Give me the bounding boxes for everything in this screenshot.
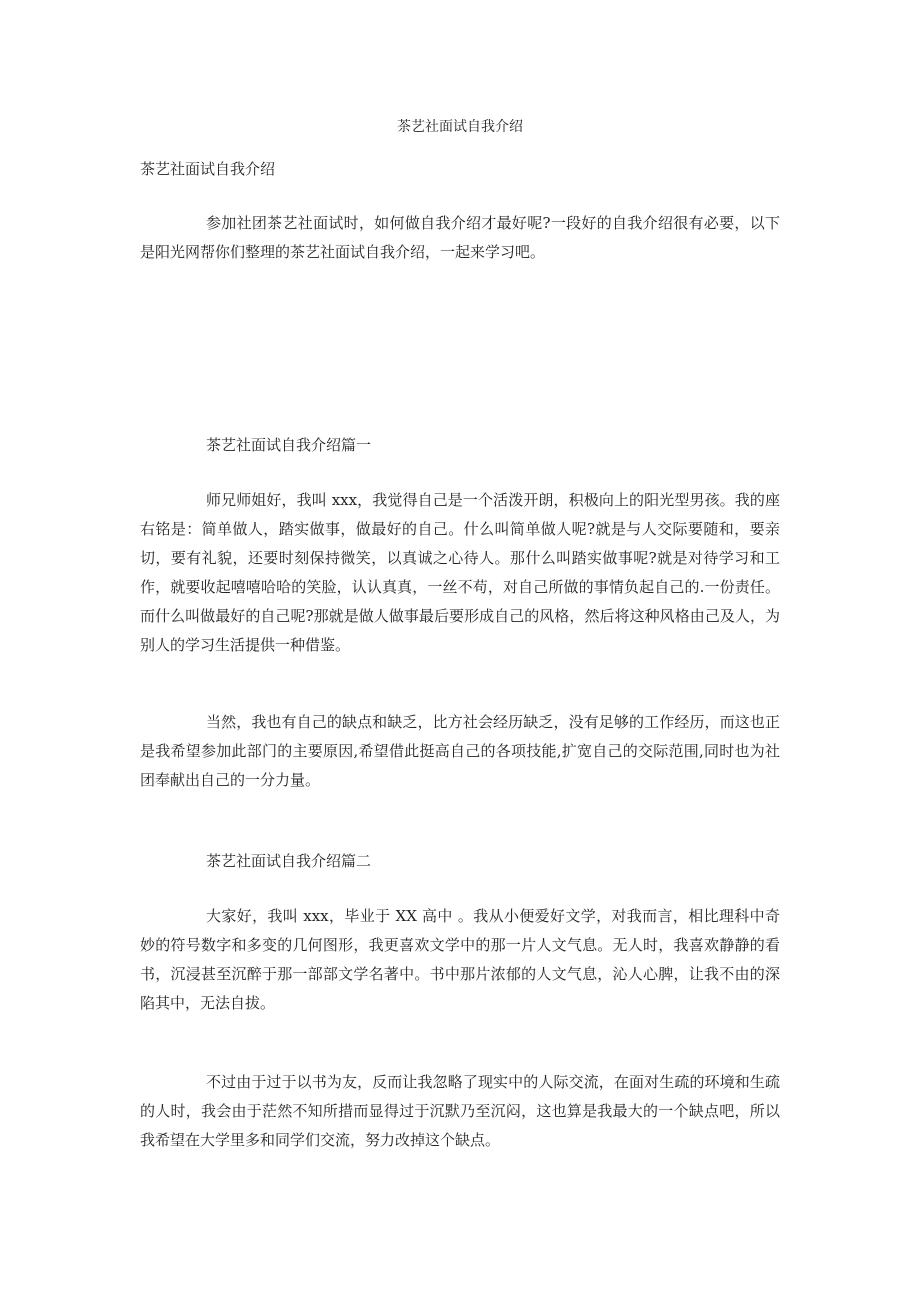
- document-title: 茶艺社面试自我介绍: [397, 119, 523, 135]
- section-two-paragraph-2: 不过由于过于以书为友，反而让我忽略了现实中的人际交流，在面对生疏的环境和生疏的人时，我会由于茫然不知所措而显得过于沉默乃至沉闷，这也算是我最大的一个缺点吧，所以我希望在大学里多和同学们交流，努力改掉这个缺点。: [140, 1073, 780, 1149]
- section-one-heading: 茶艺社面试自我介绍篇一: [206, 436, 372, 454]
- section-one-paragraph-2: 当然，我也有自己的缺点和缺乏，比方社会经历缺乏，没有足够的工作经历，而这也正是我希望参加此部门的主要原因,希望借此挺高自己的各项技能,扩宽自己的交际范围,同时也为社团奉献出自己的一分力量。: [140, 713, 780, 789]
- intro-paragraph: 参加社团茶艺社面试时，如何做自我介绍才最好呢?一段好的自我介绍很有必要，以下是阳光网帮你们整理的茶艺社面试自我介绍，一起来学习吧。: [140, 214, 780, 261]
- document-subtitle: 茶艺社面试自我介绍: [140, 160, 276, 178]
- section-two-paragraph-1: 大家好，我叫 xxx，毕业于 XX 高中 。我从小便爱好文学，对我而言，相比理科中奇妙的符号数字和多变的几何图形，我更喜欢文学中的那一片人文气息。无人时，我喜欢静静的看书，沉浸甚至沉醉于那一部部文学名著中。书中那片浓郁的人文气息，沁人心脾，让我不由的深陷其中，无法自拔。: [140, 907, 780, 1012]
- section-two-heading: 茶艺社面试自我介绍篇二: [206, 852, 372, 870]
- section-one-paragraph-1: 师兄师姐好，我叫 xxx，我觉得自己是一个活泼开朗，积极向上的阳光型男孩。我的座右铭是：简单做人，踏实做事，做最好的自己。什么叫简单做人呢?就是与人交际要随和，要亲切，要有礼貌，还要时刻保持微笑，以真诚之心待人。那什么叫踏实做事呢?就是对待学习和工作，就要收起嘻嘻哈哈的笑脸，认认真真，一丝不苟，对自己所做的事情负起自己的.一份责任。而什么叫做最好的自己呢?那就是做人做事最后要形成自己的风格，然后将这种风格由己及人，为别人的学习生活提供一种借鉴。: [140, 491, 780, 654]
